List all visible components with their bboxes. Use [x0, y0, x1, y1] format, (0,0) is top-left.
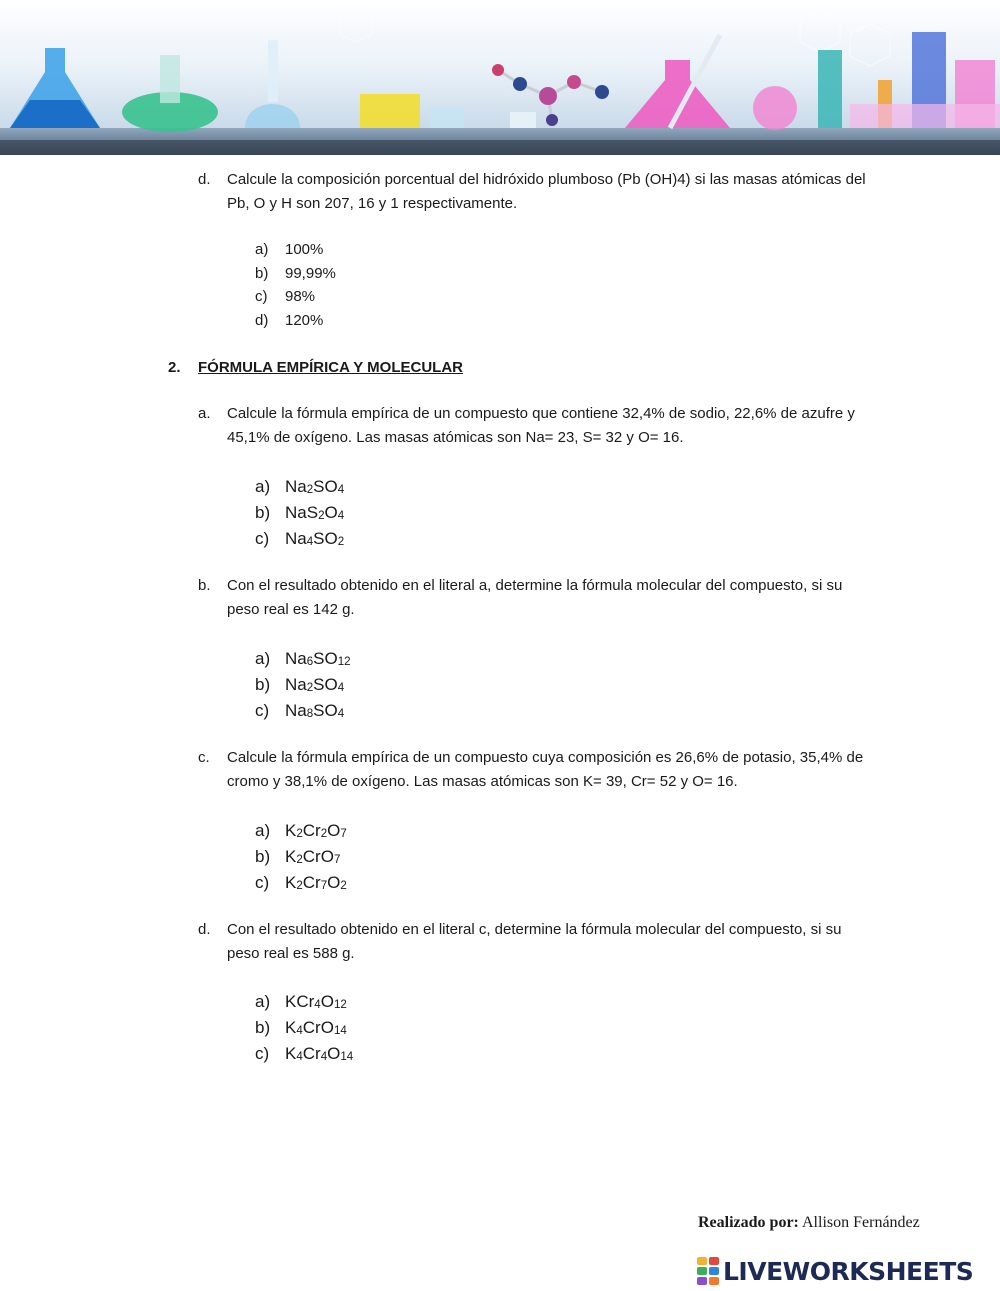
author-credit	[698, 1214, 920, 1232]
question-text: Calcule la fórmula empírica de un compuesto que contiene 32,4% de sodio, 22,6% de azufre y 45,1% de oxígeno. Las masas atómicas son Na= 23, S= 32 y O= 16.	[227, 405, 855, 446]
option-value: $K_4Cr_4O_{14}$	[285, 1044, 354, 1064]
option-value: $Na_2SO_4$	[285, 477, 345, 497]
question-2b	[198, 574, 878, 622]
option-item	[255, 474, 655, 500]
author-label: Realizado por:	[698, 1214, 799, 1231]
option-label: b)	[255, 675, 271, 694]
options-2c	[255, 818, 655, 896]
options-2a	[255, 474, 655, 552]
option-item	[255, 500, 655, 526]
option-label: b)	[255, 264, 269, 282]
question-2c	[198, 746, 878, 794]
option-label: b)	[255, 1018, 271, 1037]
question-label: b.	[198, 577, 211, 594]
option-item	[255, 285, 655, 309]
option-item	[255, 672, 655, 698]
option-label: c)	[255, 701, 270, 720]
option-value: $Na_8SO_4$	[285, 701, 345, 721]
option-label: c)	[255, 873, 270, 892]
option-label: c)	[255, 1044, 270, 1063]
brand-text: LIVEWORKSHEETS	[723, 1256, 974, 1286]
options-2d	[255, 989, 655, 1067]
liveworksheets-brand[interactable]	[697, 1254, 973, 1288]
option-item	[255, 1015, 655, 1041]
option-label: b)	[255, 503, 271, 522]
option-value: 98%	[285, 288, 316, 305]
option-label: a)	[255, 992, 271, 1011]
option-value: $K_4CrO_{14}$	[285, 1018, 347, 1038]
question-1d	[198, 168, 878, 216]
option-label: d)	[255, 311, 269, 329]
option-item	[255, 238, 655, 262]
question-label: a.	[198, 405, 211, 422]
option-value: 100%	[285, 241, 324, 258]
question-text: Calcule la composición porcentual del hidróxido plumboso (Pb (OH)4) si las masas atómicas del Pb, O y H son 207, 16 y 1 respectivamente.	[227, 171, 866, 212]
option-value: $K_2Cr_2O_7$	[285, 821, 347, 841]
laboratory-glassware-icon	[0, 0, 1000, 155]
option-value: $KCr_4O_{12}$	[285, 992, 347, 1012]
question-text: Calcule la fórmula empírica de un compuesto cuya composición es 26,6% de potasio, 35,4% de cromo y 38,1% de oxígeno. Las masas atómicas son K= 39, Cr= 52 y O= 16.	[227, 749, 864, 790]
option-value: $K_2CrO_7$	[285, 847, 341, 867]
options-1d	[255, 238, 655, 332]
option-label: a)	[255, 241, 269, 258]
option-label: a)	[255, 821, 271, 840]
option-value: 120%	[285, 311, 324, 329]
section-number: 2.	[168, 359, 181, 376]
options-2b	[255, 646, 655, 724]
option-item	[255, 844, 655, 870]
option-value: $Na_6SO_{12}$	[285, 649, 351, 669]
question-label: d.	[198, 921, 211, 938]
section-title: FÓRMULA EMPÍRICA Y MOLECULAR	[198, 359, 463, 376]
option-item	[255, 818, 655, 844]
option-label: a)	[255, 477, 271, 496]
author-name: Allison Fernández	[802, 1214, 920, 1231]
option-label: b)	[255, 847, 271, 866]
question-2d	[198, 918, 878, 966]
question-text: Con el resultado obtenido en el literal c, determine la fórmula molecular del compuesto, si su peso real es 588 g.	[227, 921, 842, 962]
question-label: d.	[198, 171, 211, 188]
option-item	[255, 646, 655, 672]
question-2a	[198, 402, 878, 450]
option-item	[255, 526, 655, 552]
lab-banner	[0, 0, 1000, 155]
option-item	[255, 1041, 655, 1067]
option-value: 99,99%	[285, 264, 336, 282]
option-label: c)	[255, 288, 268, 305]
liveworksheets-logo-icon	[697, 1257, 719, 1285]
option-item	[255, 989, 655, 1015]
question-label: c.	[198, 749, 210, 766]
option-value: $Na_4SO_2$	[285, 529, 345, 549]
option-item	[255, 309, 655, 333]
option-item	[255, 698, 655, 724]
option-item	[255, 870, 655, 896]
option-value: $Na_2SO_4$	[285, 675, 345, 695]
option-item	[255, 262, 655, 286]
option-label: a)	[255, 649, 271, 668]
option-label: c)	[255, 529, 270, 548]
question-text: Con el resultado obtenido en el literal a, determine la fórmula molecular del compuesto, si su peso real es 142 g.	[227, 577, 843, 618]
option-value: $NaS_2O_4$	[285, 503, 345, 523]
option-value: $K_2Cr_7O_2$	[285, 873, 347, 893]
